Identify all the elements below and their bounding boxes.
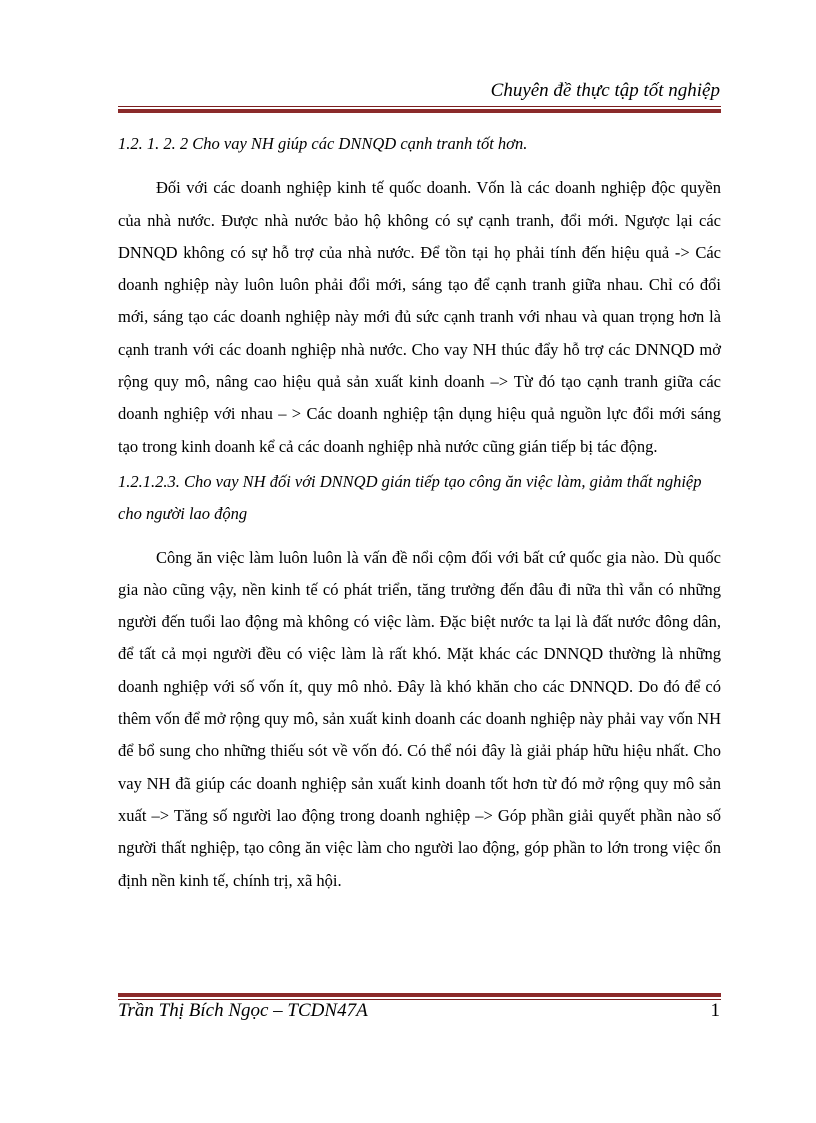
header-divider <box>118 106 721 113</box>
page-header-title: Chuyên đề thực tập tốt nghiệp <box>490 80 720 101</box>
page-number: 1 <box>710 1000 720 1021</box>
section-paragraph-competition: Đối với các doanh nghiệp kinh tế quốc doanh. Vốn là các doanh nghiệp độc quyền của nhà nước. Được nhà nước bảo hộ không có sự cạnh tranh, đổi mới. Ngược lại các DNNQD không có sự hỗ trợ của nhà nước. Để tồn tại họ phải tính đến hiệu quả -> Các doanh nghiệp này luôn luôn phải đổi mới, sáng tạo để cạnh tranh giữa nhau. Chỉ có đổi mới, sáng tạo các doanh nghiệp này mới đủ sức cạnh tranh với nhau và quan trọng hơn là cạnh tranh với các doanh nghiệp nhà nước. Cho vay NH thúc đẩy hỗ trợ các DNNQD mở rộng quy mô, nâng cao hiệu quả sản xuất kinh doanh –> Từ đó tạo cạnh tranh giữa các doanh nghiệp với nhau – > Các doanh nghiệp tận dụng hiệu quả nguồn lực đổi mới sáng tạo trong kinh doanh kể cả các doanh nghiệp nhà nước cũng gián tiếp bị tác động. <box>118 178 721 456</box>
section-paragraph-employment: Công ăn việc làm luôn luôn là vấn đề nổi cộm đối với bất cứ quốc gia nào. Dù quốc gia nào cũng vậy, nền kinh tế có phát triển, tăng trưởng đến đâu đi nữa thì vẫn có những người đến tuổi lao động mà không có việc làm. Đặc biệt nước ta lại là đất nước đông dân, để tất cả mọi người đều có việc làm là rất khó. Mặt khác các DNNQD thường là những doanh nghiệp với số vốn ít, quy mô nhỏ. Đây là khó khăn cho các DNNQD. Do đó để có thêm vốn để mở rộng quy mô, sản xuất kinh doanh các doanh nghiệp này phải vay vốn NH để bổ sung cho những thiếu sót về vốn đó. Có thể nói đây là giải pháp hữu hiệu nhất. Cho vay NH đã giúp các doanh nghiệp sản xuất kinh doanh tốt hơn từ đó mở rộng quy mô sản xuất –> Tăng số người lao động trong doanh nghiệp –> Góp phần giải quyết phần nào số người thất nghiệp, tạo công ăn việc làm cho người lao động, góp phần to lớn trong việc ổn định nền kinh tế, chính trị, xã hội. <box>118 547 721 890</box>
footer-author: Trần Thị Bích Ngọc – TCDN47A <box>118 1000 368 1021</box>
document-body <box>118 128 721 897</box>
footer-divider <box>118 993 721 1000</box>
section-heading-competition: 1.2. 1. 2. 2 Cho vay NH giúp các DNNQD cạnh tranh tốt hơn. <box>118 134 528 153</box>
header-divider-thick-line <box>118 109 721 113</box>
section-heading-employment: 1.2.1.2.3. Cho vay NH đối với DNNQD gián tiếp tạo công ăn việc làm, giảm thất nghiệp cho người lao động <box>118 471 702 524</box>
